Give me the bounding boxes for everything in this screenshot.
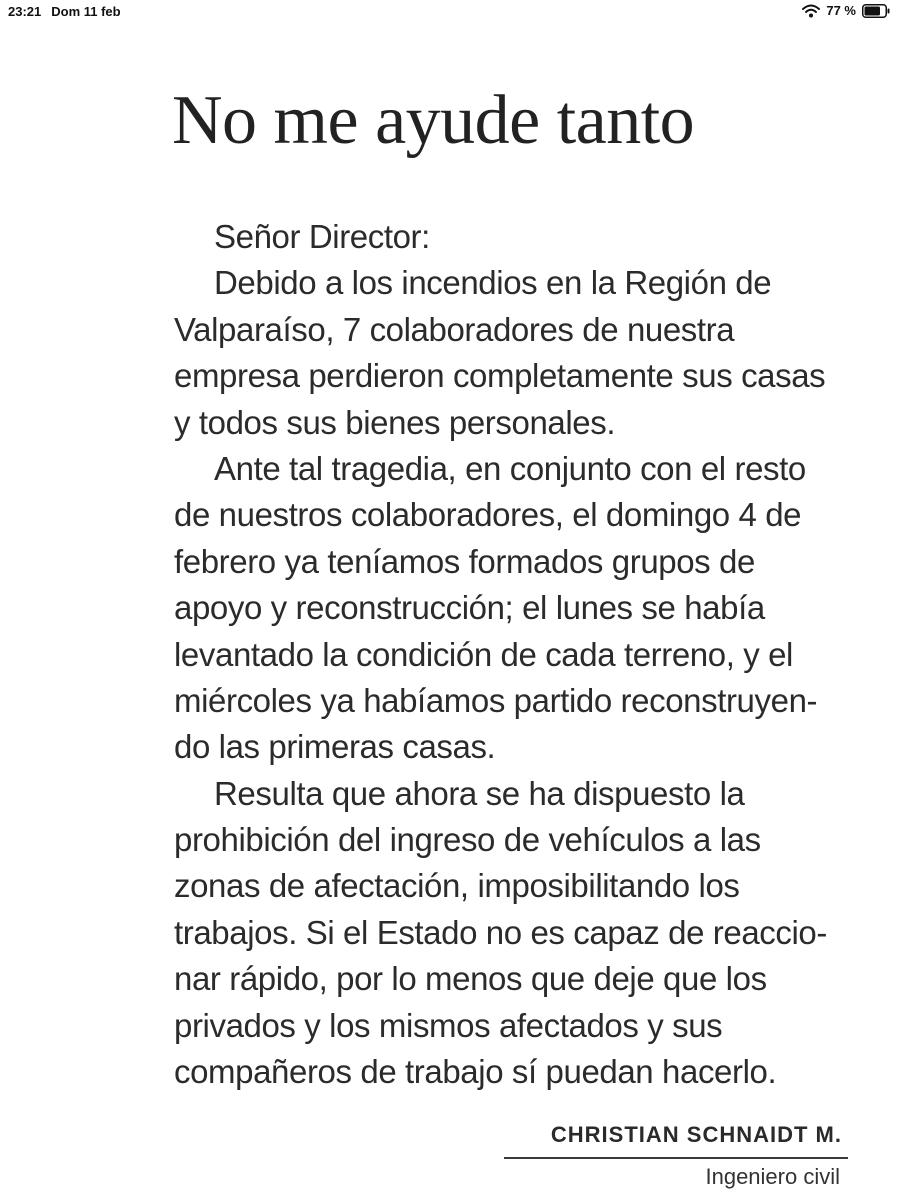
- body-line: do las primeras casas.: [174, 728, 496, 766]
- body-line: Ante tal tragedia, en conjunto con el resto: [214, 449, 806, 487]
- body-line: zonas de afectación, imposibilitando los: [174, 867, 740, 905]
- body-line: Resulta que ahora se ha dispuesto la: [214, 774, 745, 812]
- body-line: compañeros de trabajo sí puedan hacerlo.: [174, 1053, 777, 1091]
- status-date: Dom 11 feb: [51, 4, 121, 19]
- signature-divider: [504, 1157, 848, 1159]
- status-left: [8, 4, 121, 19]
- body-line: febrero ya teníamos formados grupos de: [174, 542, 755, 580]
- wifi-icon: [802, 4, 820, 18]
- status-bar: [0, 0, 900, 26]
- status-right: [802, 3, 890, 18]
- body-line: y todos sus bienes personales.: [174, 403, 616, 441]
- article-headline: No me ayude tanto: [172, 82, 695, 159]
- body-line: Debido a los incendios en la Región de: [214, 264, 772, 302]
- article-body: [174, 214, 846, 1095]
- battery-percentage: 77 %: [826, 3, 856, 18]
- battery-icon: [862, 4, 890, 18]
- body-line: miércoles ya habíamos partido reconstruyen-: [174, 681, 818, 719]
- body-line: prohibición del ingreso de vehículos a las: [174, 821, 761, 859]
- body-line: empresa perdieron completamente sus casas: [174, 357, 826, 395]
- author-signature: CHRISTIAN SCHNAIDT M.: [550, 1122, 842, 1147]
- body-line: Valparaíso, 7 colaboradores de nuestra: [174, 310, 735, 348]
- body-line: de nuestros colaboradores, el domingo 4 de: [174, 496, 802, 534]
- author-role: Ingeniero civil: [705, 1164, 840, 1189]
- status-time: 23:21: [8, 4, 42, 19]
- salutation: Señor Director:: [214, 218, 430, 255]
- body-line: apoyo y reconstrucción; el lunes se había: [174, 589, 765, 627]
- body-line: privados y los mismos afectados y sus: [174, 1006, 723, 1044]
- body-line: nar rápido, por lo menos que deje que los: [174, 960, 767, 998]
- body-line: trabajos. Si el Estado no es capaz de reaccio-: [174, 913, 827, 951]
- body-line: levantado la condición de cada terreno, y el: [174, 635, 793, 673]
